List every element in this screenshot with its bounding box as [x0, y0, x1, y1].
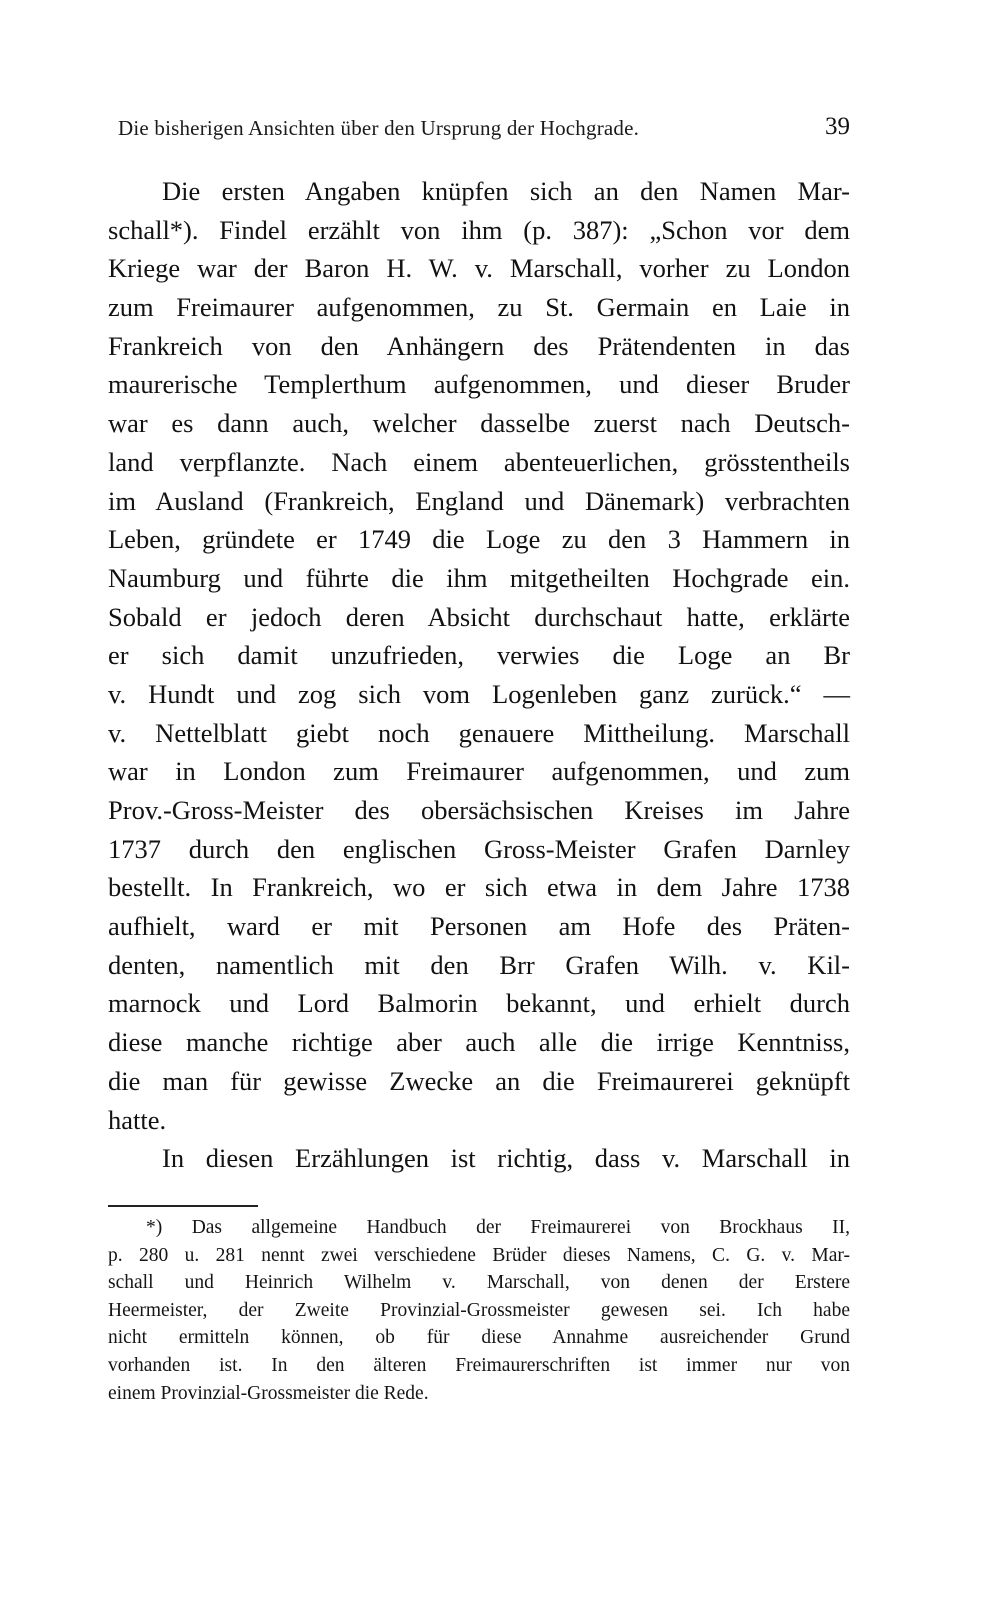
- footnote: [108, 1214, 850, 1407]
- text-line: denten, namentlich mit den Brr Grafen Wilh. v. Kil-: [108, 949, 850, 980]
- text-line: aufhielt, ward er mit Personen am Hofe des Präten-: [108, 911, 850, 942]
- text-line: schall*). Findel erzählt von ihm (p. 387): „Schon vor dem: [108, 214, 850, 245]
- footnote-line: vorhanden ist. In den älteren Freimaurerschriften ist immer nur von: [108, 1354, 850, 1376]
- text-line: war in London zum Freimaurer aufgenommen, und zum: [108, 756, 850, 787]
- text-line: Naumburg und führte die ihm mitgetheilten Hochgrade ein.: [108, 562, 850, 593]
- page-number: 39: [825, 113, 850, 140]
- text-line: maurerische Templerthum aufgenommen, und dieser Bruder: [108, 369, 850, 400]
- footnote-line: Heermeister, der Zweite Provinzial-Grossmeister gewesen sei. Ich habe: [108, 1299, 850, 1321]
- text-line: die man für gewisse Zwecke an die Freimaurerei geknüpft: [108, 1065, 850, 1096]
- text-line: diese manche richtige aber auch alle die irrige Kenntniss,: [108, 1027, 850, 1058]
- text-line: land verpflanzte. Nach einem abenteuerlichen, grösstentheils: [108, 446, 850, 477]
- text-line: zum Freimaurer aufgenommen, zu St. Germain en Laie in: [108, 292, 850, 323]
- text-line: Frankreich von den Anhängern des Prätendenten in das: [108, 330, 850, 361]
- text-line: In diesen Erzählungen ist richtig, dass v. Marschall in: [162, 1143, 850, 1174]
- text-line: Kriege war der Baron H. W. v. Marschall, vorher zu London: [108, 253, 850, 284]
- text-line: Sobald er jedoch deren Absicht durchschaut hatte, erklärte: [108, 601, 850, 632]
- footnote-line: nicht ermitteln können, ob für diese Annahme ausreichender Grund: [108, 1327, 850, 1349]
- text-line: Prov.-Gross-Meister des obersächsischen Kreises im Jahre: [108, 795, 850, 825]
- text-line: marnock und Lord Balmorin bekannt, und erhielt durch: [108, 988, 850, 1019]
- footnote-line: schall und Heinrich Wilhelm v. Marschall, von denen der Erstere: [108, 1272, 850, 1294]
- text-line: hatte.: [108, 1104, 167, 1135]
- text-line: bestellt. In Frankreich, wo er sich etwa in dem Jahre 1738: [108, 872, 850, 903]
- body-text: [108, 172, 850, 1178]
- text-line: Leben, gründete er 1749 die Loge zu den 3 Hammern in: [108, 524, 850, 555]
- text-line: v. Nettelblatt giebt noch genauere Mittheilung. Marschall: [108, 717, 850, 748]
- footnote-line: einem Provinzial-Grossmeister die Rede.: [108, 1382, 429, 1404]
- footnote-line: *) Das allgemeine Handbuch der Freimaurerei von Brockhaus II,: [146, 1217, 850, 1238]
- text-line: war es dann auch, welcher dasselbe zuerst nach Deutsch-: [108, 408, 850, 439]
- footnote-separator: [108, 1205, 258, 1207]
- text-line: Die ersten Angaben knüpfen sich an den Namen Mar-: [162, 176, 850, 206]
- running-title: Die bisherigen Ansichten über den Ursprung der Hochgrade.: [118, 116, 640, 140]
- text-line: er sich damit unzufrieden, verwies die Loge an Br: [108, 640, 850, 671]
- footnote-line: p. 280 u. 281 nennt zwei verschiedene Brüder dieses Namens, C. G. v. Mar-: [108, 1244, 850, 1266]
- text-line: 1737 durch den englischen Gross-Meister Grafen Darnley: [108, 833, 850, 864]
- running-head: [118, 113, 850, 146]
- text-line: im Ausland (Frankreich, England und Dänemark) verbrachten: [108, 485, 850, 516]
- text-line: v. Hundt und zog sich vom Logenleben ganz zurück.“ —: [108, 678, 850, 709]
